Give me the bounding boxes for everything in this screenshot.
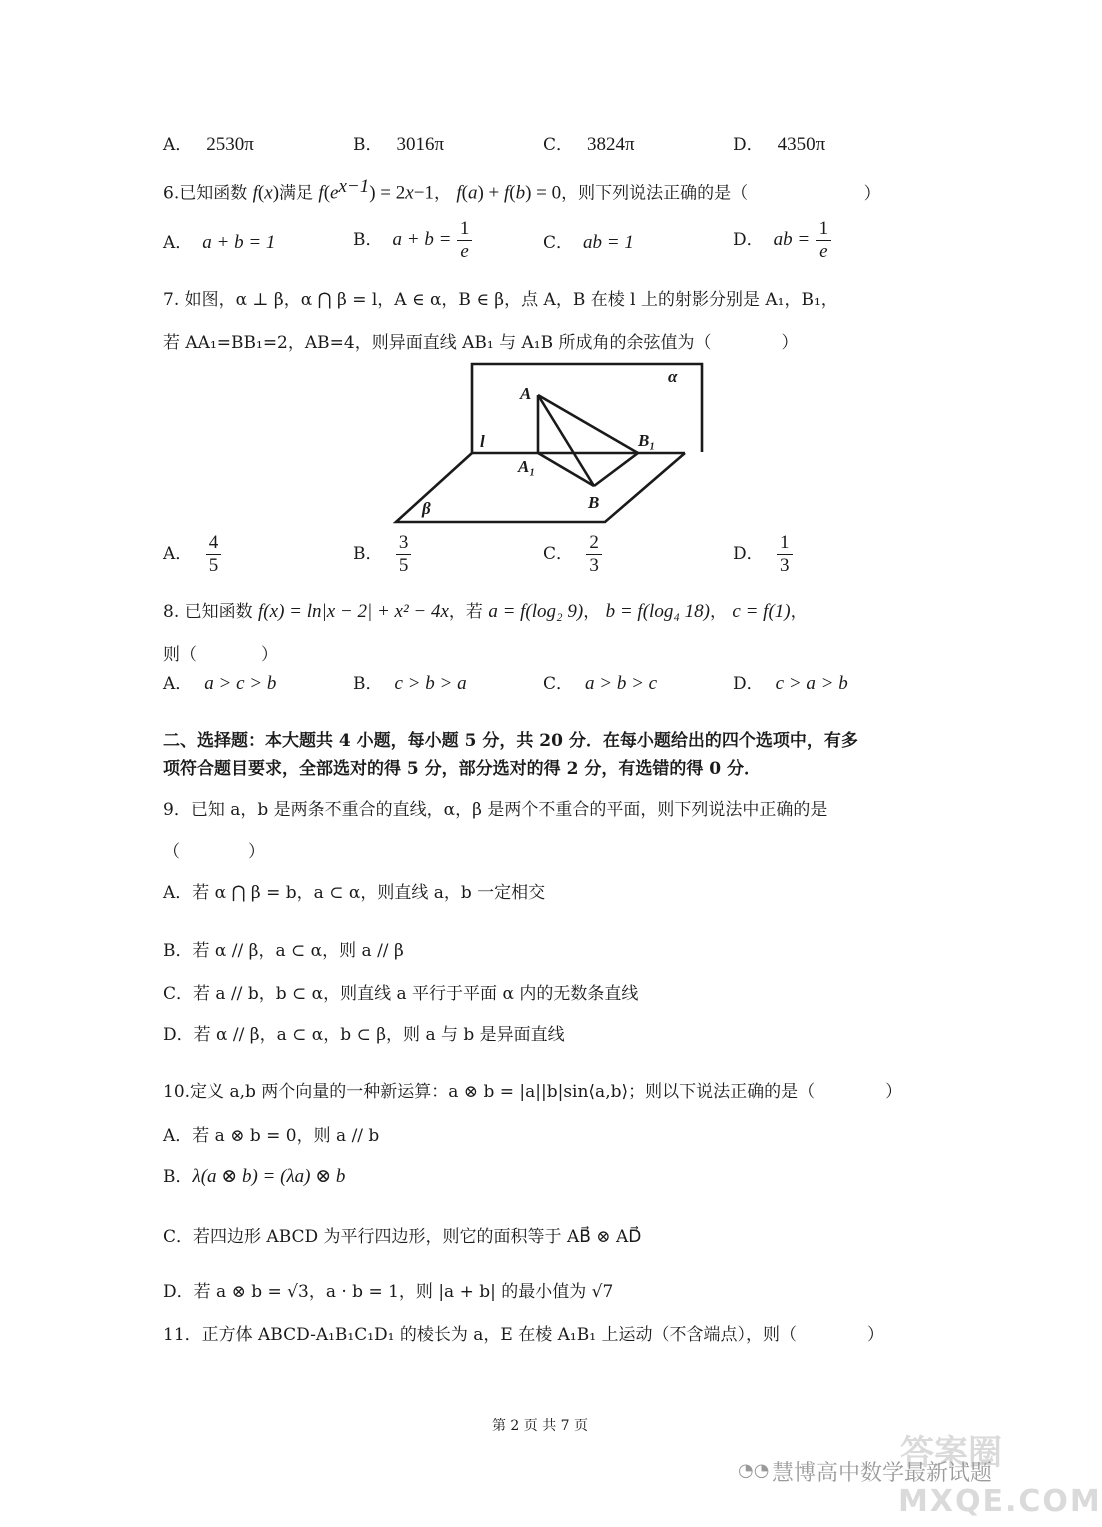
q7-line1: 7. 如图，α ⊥ β，α ⋂ β = l，A ∈ α，B ∈ β，点 A，B 在棱 l 上的射影分别是 A₁，B₁， (163, 290, 838, 310)
label-B: B (588, 493, 600, 512)
q6-option-c: C． ab = 1 (543, 232, 634, 253)
q10-option-a: A．若 a ⊗ b = 0，则 a // b (163, 1126, 380, 1146)
label-l: l (480, 432, 485, 451)
q5-option-b: B． 3016π (353, 134, 445, 155)
q5-option-c: C． 3824π (543, 134, 635, 155)
label-A: A (520, 384, 532, 403)
q8-option-d: D． c > a > b (733, 673, 848, 694)
q6-option-a: A． a + b = 1 (163, 232, 276, 253)
segment-AB (538, 395, 594, 486)
label-B1: B₁ (638, 431, 656, 450)
q9-line2: （ ） (163, 842, 265, 862)
q9-option-a: A．若 α ⋂ β = b，a ⊂ α，则直线 a，b 一定相交 (163, 883, 546, 903)
watermark-site: MXQE.COM (898, 1484, 1102, 1519)
q6-option-d: D． ab = $\frac{1}{e}$ (733, 218, 831, 263)
q8-line2: 则（ ） (163, 645, 278, 665)
segment-A1B (538, 453, 594, 486)
q9-option-b: B．若 α // β，a ⊂ α，则 a // β (163, 941, 404, 961)
q7-option-a: A． $\frac{4}{5}$ (163, 532, 221, 577)
q11-stem: 11．正方体 ABCD-A₁B₁C₁D₁ 的棱长为 a，E 在棱 A₁B₁ 上运动（不含端点），则（ ） (163, 1325, 884, 1345)
segment-AB1 (538, 395, 638, 453)
q10-option-d: D．若 a ⊗ b = √3，a · b = 1，则 |a + b| 的最小值为 √7 (163, 1282, 614, 1302)
q8-option-c: C． a > b > c (543, 673, 658, 694)
q9-line1: 9．已知 a，b 是两条不重合的直线，α，β 是两个不重合的平面，则下列说法中正确的是 (163, 800, 828, 820)
q7-option-b: B． $\frac{3}{5}$ (353, 532, 411, 577)
segment-BB1 (594, 453, 638, 486)
page-footer: 第 2 页 共 7 页 (491, 1418, 589, 1434)
label-A1: A₁ (518, 457, 536, 476)
section2-heading-line1: 二、选择题：本大题共 4 小题，每小题 5 分，共 20 分．在每小题给出的四个选项中，有多 (163, 731, 858, 751)
q7-figure (380, 358, 710, 528)
label-beta: β (422, 499, 431, 518)
q10-option-c: C．若四边形 ABCD 为平行四边形，则它的面积等于 AB⃗ ⊗ AD⃗ (163, 1227, 642, 1247)
q8-line1: 8. 已知函数 f(x) = ln|x − 2| + x² − 4x，若 a = f(log₂ 9)， b = f(log₄ 18)， c = f(1)， (163, 601, 808, 622)
q9-option-d: D．若 α // β，a ⊂ α，b ⊂ β，则 a 与 b 是异面直线 (163, 1025, 565, 1045)
q9-option-c: C．若 a // b，b ⊂ α，则直线 a 平行于平面 α 内的无数条直线 (163, 984, 639, 1004)
q7-option-c: C． $\frac{2}{3}$ (543, 532, 602, 577)
q7-line2: 若 AA₁=BB₁=2，AB=4，则异面直线 AB₁ 与 A₁B 所成角的余弦值为（ ） (163, 333, 799, 353)
q8-option-b: B． c > b > a (353, 673, 467, 694)
q6-stem: 6.已知函数 f(x)满足 $f(e^{x-1}) = 2x-1$， f(a) + f(b) = 0，则下列说法正确的是（ ） (163, 176, 881, 204)
section2-heading-line2: 项符合题目要求，全部选对的得 5 分，部分选对的得 2 分，有选错的得 0 分． (163, 759, 761, 779)
label-alpha: α (668, 367, 678, 386)
watermark-left-text: 慧博高中数学最新试题 (772, 1461, 993, 1486)
q10-stem: 10.定义 a,b 两个向量的一种新运算：a ⊗ b = |a||b|sin⟨a,b⟩；则以下说法正确的是（ ） (163, 1082, 903, 1102)
q5-option-a: A． 2530π (163, 134, 254, 155)
q5-option-d: D． 4350π (733, 134, 826, 155)
q7-option-d: D． $\frac{1}{3}$ (733, 532, 793, 577)
plane-beta (396, 453, 685, 522)
q10-option-b: B．λ(a ⊗ b) = (λa) ⊗ b (163, 1166, 346, 1187)
q8-option-a: A． a > c > b (163, 673, 277, 694)
q6-option-b: B． a + b = $\frac{1}{e}$ (353, 218, 472, 263)
watermark-right-text: 答案圈 (900, 1433, 1002, 1473)
wechat-icon: ◔◔ (738, 1460, 770, 1481)
